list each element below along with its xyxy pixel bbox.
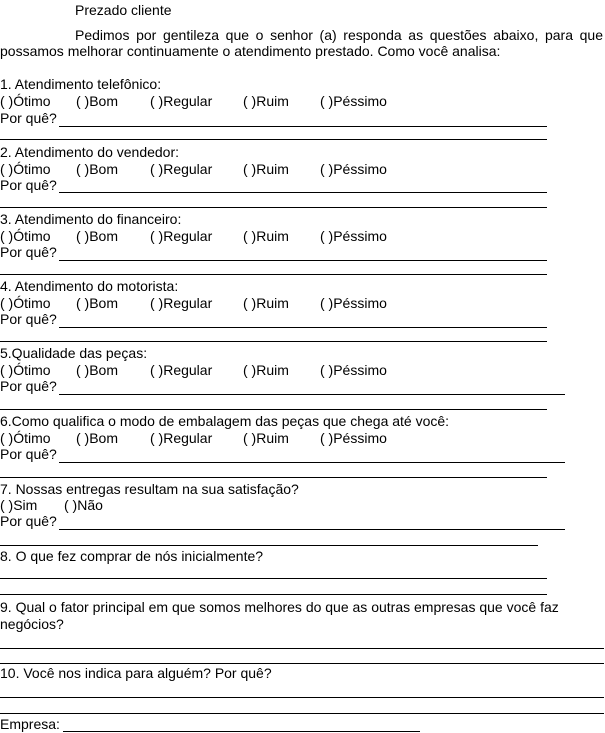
option-ruim[interactable]: ( )Ruim <box>243 93 289 109</box>
option-regular[interactable]: ( )Regular <box>150 228 213 244</box>
option-bom[interactable]: ( )Bom <box>76 161 118 177</box>
why-label: Por quê? <box>0 378 57 394</box>
option-bom[interactable]: ( )Bom <box>76 362 118 378</box>
option-bom[interactable]: ( )Bom <box>76 228 118 244</box>
answer-line[interactable] <box>0 578 547 579</box>
option-bom[interactable]: ( )Bom <box>76 295 118 311</box>
option-otimo[interactable]: ( )Ótimo <box>0 228 51 244</box>
question-4-label: 4. Atendimento do motorista: <box>0 278 179 294</box>
answer-line[interactable] <box>0 341 547 342</box>
answer-line[interactable] <box>0 274 547 275</box>
option-pessimo[interactable]: ( )Péssimo <box>320 295 387 311</box>
answer-line[interactable] <box>0 139 547 140</box>
greeting: Prezado cliente <box>75 2 172 18</box>
option-pessimo[interactable]: ( )Péssimo <box>320 228 387 244</box>
option-bom[interactable]: ( )Bom <box>76 93 118 109</box>
answer-line[interactable] <box>59 327 547 328</box>
answer-line[interactable] <box>59 126 547 127</box>
question-5-label: 5.Qualidade das peças: <box>0 345 148 361</box>
answer-line[interactable] <box>59 260 547 261</box>
question-1-label: 1. Atendimento telefônico: <box>0 76 162 92</box>
company-label: Empresa: <box>0 716 60 732</box>
option-otimo[interactable]: ( )Ótimo <box>0 430 51 446</box>
why-label: Por quê? <box>0 513 57 529</box>
option-pessimo[interactable]: ( )Péssimo <box>320 430 387 446</box>
question-8-label: 8. O que fez comprar de nós inicialmente? <box>0 548 264 564</box>
option-otimo[interactable]: ( )Ótimo <box>0 93 51 109</box>
question-6-label: 6.Como qualifica o modo de embalagem das peças que chega até você: <box>0 413 450 429</box>
answer-line[interactable] <box>0 648 604 649</box>
answer-line[interactable] <box>0 409 547 410</box>
answer-line[interactable] <box>0 697 604 698</box>
option-ruim[interactable]: ( )Ruim <box>243 295 289 311</box>
option-pessimo[interactable]: ( )Péssimo <box>320 161 387 177</box>
option-ruim[interactable]: ( )Ruim <box>243 430 289 446</box>
option-ruim[interactable]: ( )Ruim <box>243 362 289 378</box>
option-regular[interactable]: ( )Regular <box>150 93 213 109</box>
company-input-line[interactable] <box>63 731 420 732</box>
option-pessimo[interactable]: ( )Péssimo <box>320 93 387 109</box>
option-pessimo[interactable]: ( )Péssimo <box>320 362 387 378</box>
option-nao[interactable]: ( )Não <box>64 497 103 513</box>
answer-line[interactable] <box>59 462 565 463</box>
answer-line[interactable] <box>0 207 547 208</box>
answer-line[interactable] <box>0 594 547 595</box>
option-regular[interactable]: ( )Regular <box>150 161 213 177</box>
option-regular[interactable]: ( )Regular <box>150 430 213 446</box>
answer-line[interactable] <box>0 663 604 664</box>
question-3-label: 3. Atendimento do financeiro: <box>0 211 182 227</box>
option-regular[interactable]: ( )Regular <box>150 295 213 311</box>
answer-line[interactable] <box>0 545 538 546</box>
why-label: Por quê? <box>0 446 57 462</box>
question-9-label: 9. Qual o fator principal em que somos melhores do que as outras empresas que você faz negócios? <box>0 599 559 632</box>
answer-line[interactable] <box>59 529 565 530</box>
answer-line[interactable] <box>0 713 604 714</box>
why-label: Por quê? <box>0 110 57 126</box>
answer-line[interactable] <box>59 192 547 193</box>
question-2-label: 2. Atendimento do vendedor: <box>0 144 180 160</box>
option-otimo[interactable]: ( )Ótimo <box>0 295 51 311</box>
answer-line[interactable] <box>0 477 547 478</box>
answer-line[interactable] <box>59 394 565 395</box>
why-label: Por quê? <box>0 177 57 193</box>
option-ruim[interactable]: ( )Ruim <box>243 161 289 177</box>
why-label: Por quê? <box>0 244 57 260</box>
question-10-label: 10. Você nos indica para alguém? Por quê? <box>0 665 272 681</box>
option-regular[interactable]: ( )Regular <box>150 362 213 378</box>
option-bom[interactable]: ( )Bom <box>76 430 118 446</box>
intro-text: Pedimos por gentileza que o senhor (a) responda as questões abaixo, para que possamos melhorar continuamente o atendimento prestado. Como você analisa: <box>0 27 603 59</box>
option-otimo[interactable]: ( )Ótimo <box>0 161 51 177</box>
option-otimo[interactable]: ( )Ótimo <box>0 362 51 378</box>
question-7-label: 7. Nossas entregas resultam na sua satisfação? <box>0 481 299 497</box>
why-label: Por quê? <box>0 311 57 327</box>
option-sim[interactable]: ( )Sim <box>0 497 38 513</box>
option-ruim[interactable]: ( )Ruim <box>243 228 289 244</box>
